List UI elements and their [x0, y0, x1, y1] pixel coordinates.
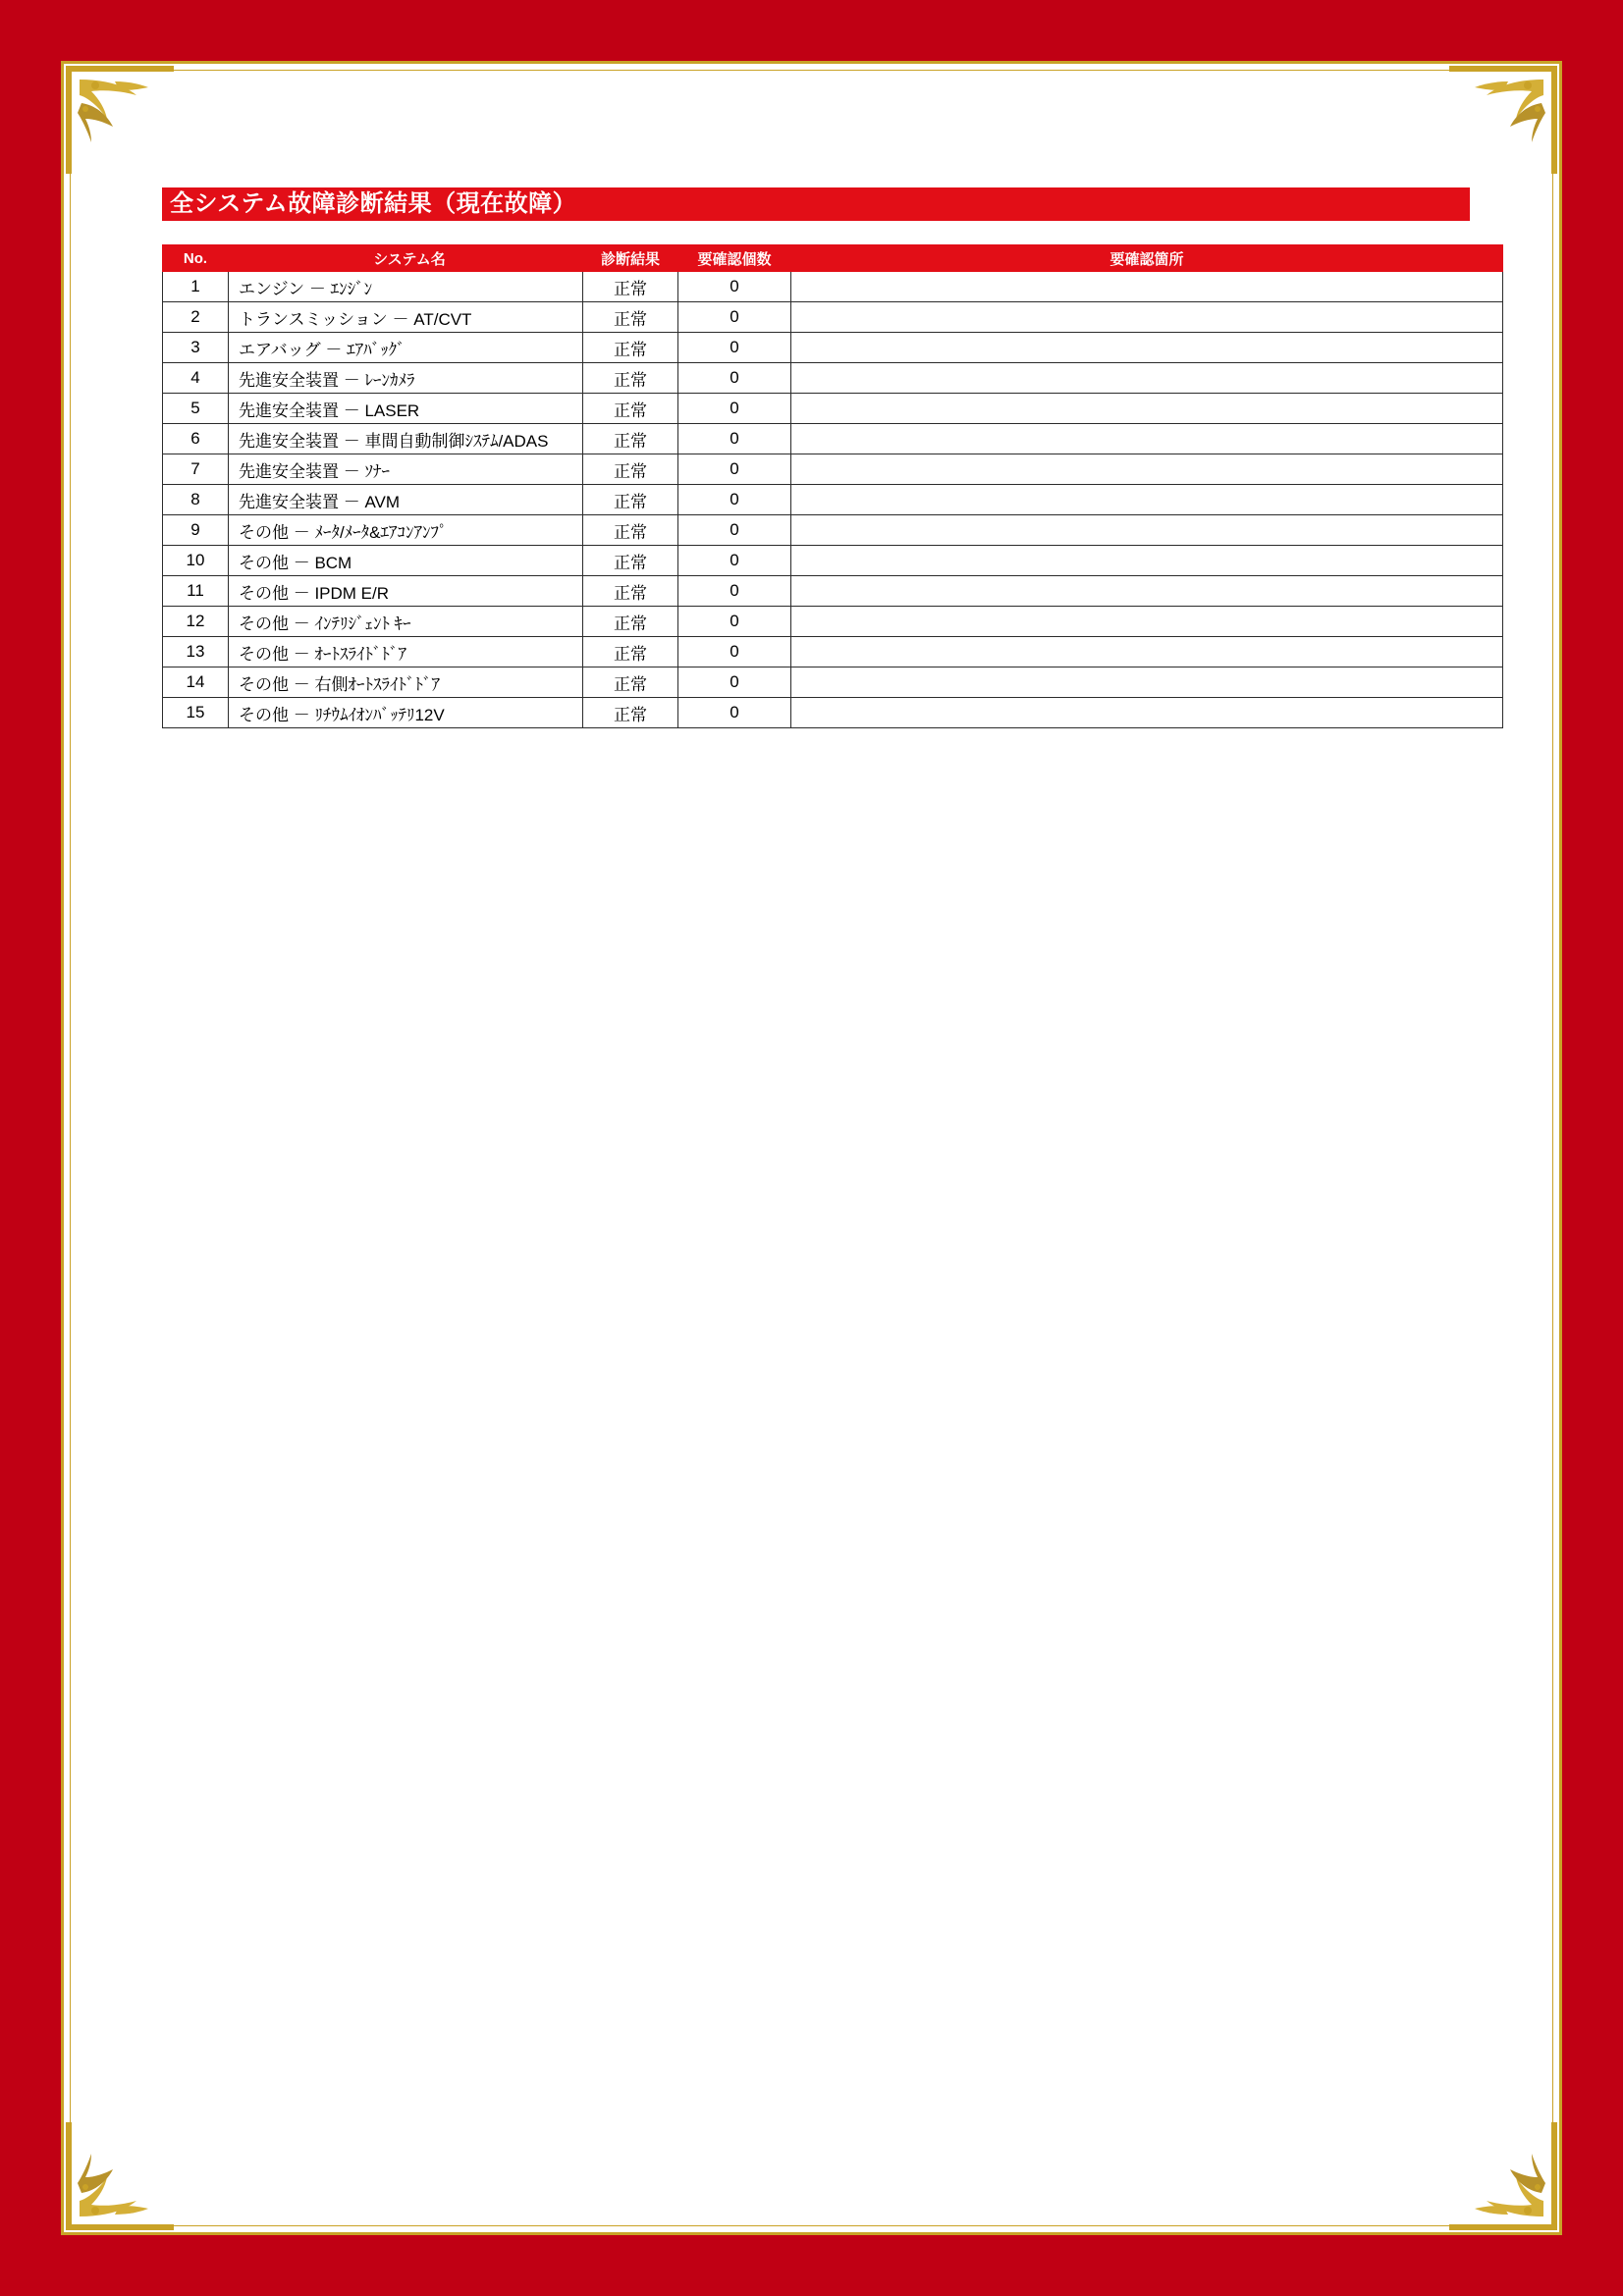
- header-count: 要確認個数: [678, 245, 791, 272]
- cell-count: 0: [678, 485, 791, 515]
- cell-result: 正常: [583, 272, 678, 302]
- cell-result: 正常: [583, 515, 678, 546]
- cell-location: [791, 485, 1503, 515]
- cell-no: 1: [163, 272, 229, 302]
- cell-result: 正常: [583, 333, 678, 363]
- table-row: [163, 607, 1503, 637]
- cell-count: 0: [678, 424, 791, 454]
- table-row: [163, 272, 1503, 302]
- section-title: 全システム故障診断結果（現在故障）: [162, 187, 1470, 221]
- cell-location: [791, 546, 1503, 576]
- cell-count: 0: [678, 667, 791, 698]
- cell-location: [791, 698, 1503, 728]
- header-result: 診断結果: [583, 245, 678, 272]
- cell-system: トランスミッション － AT/CVT: [229, 302, 583, 333]
- header-location: 要確認箇所: [791, 245, 1503, 272]
- cell-result: 正常: [583, 394, 678, 424]
- cell-system: 先進安全装置 － AVM: [229, 485, 583, 515]
- cell-no: 4: [163, 363, 229, 394]
- cell-count: 0: [678, 515, 791, 546]
- cell-location: [791, 576, 1503, 607]
- cell-no: 5: [163, 394, 229, 424]
- cell-count: 0: [678, 546, 791, 576]
- cell-no: 8: [163, 485, 229, 515]
- cell-count: 0: [678, 607, 791, 637]
- cell-result: 正常: [583, 454, 678, 485]
- cell-system: その他 － 右側ｵｰﾄｽﾗｲﾄﾞﾄﾞｱ: [229, 667, 583, 698]
- cell-count: 0: [678, 272, 791, 302]
- cell-result: 正常: [583, 667, 678, 698]
- table-row: [163, 302, 1503, 333]
- corner-ornament-bottom-left: [66, 2122, 174, 2230]
- corner-ornament-bottom-right: [1449, 2122, 1557, 2230]
- cell-count: 0: [678, 698, 791, 728]
- cell-system: その他 － BCM: [229, 546, 583, 576]
- cell-count: 0: [678, 302, 791, 333]
- cell-result: 正常: [583, 546, 678, 576]
- cell-count: 0: [678, 454, 791, 485]
- cell-location: [791, 607, 1503, 637]
- cell-result: 正常: [583, 485, 678, 515]
- cell-result: 正常: [583, 698, 678, 728]
- table-row: [163, 546, 1503, 576]
- cell-no: 12: [163, 607, 229, 637]
- table-row: [163, 454, 1503, 485]
- table-row: [163, 394, 1503, 424]
- cell-system: その他 － IPDM E/R: [229, 576, 583, 607]
- document-page: [61, 61, 1562, 2235]
- cell-location: [791, 454, 1503, 485]
- cell-count: 0: [678, 363, 791, 394]
- cell-no: 15: [163, 698, 229, 728]
- table-row: [163, 698, 1503, 728]
- table-header-row: [163, 245, 1503, 272]
- cell-system: 先進安全装置 － ｿﾅｰ: [229, 454, 583, 485]
- corner-ornament-top-right: [1449, 66, 1557, 174]
- cell-system: 先進安全装置 － LASER: [229, 394, 583, 424]
- cell-location: [791, 394, 1503, 424]
- cell-result: 正常: [583, 363, 678, 394]
- cell-count: 0: [678, 637, 791, 667]
- cell-no: 14: [163, 667, 229, 698]
- cell-no: 9: [163, 515, 229, 546]
- cell-system: その他 － ﾘﾁｳﾑｲｵﾝﾊﾞｯﾃﾘ12V: [229, 698, 583, 728]
- cell-system: その他 － ﾒｰﾀ/ﾒｰﾀ&ｴｱｺﾝｱﾝﾌﾟ: [229, 515, 583, 546]
- cell-system: 先進安全装置 － ﾚｰﾝｶﾒﾗ: [229, 363, 583, 394]
- table-body: [163, 272, 1503, 728]
- table-row: [163, 485, 1503, 515]
- cell-system: 先進安全装置 － 車間自動制御ｼｽﾃﾑ/ADAS: [229, 424, 583, 454]
- cell-no: 6: [163, 424, 229, 454]
- cell-no: 10: [163, 546, 229, 576]
- corner-ornament-top-left: [66, 66, 174, 174]
- cell-location: [791, 302, 1503, 333]
- cell-result: 正常: [583, 607, 678, 637]
- cell-no: 7: [163, 454, 229, 485]
- cell-system: その他 － ｲﾝﾃﾘｼﾞｪﾝﾄ ｷｰ: [229, 607, 583, 637]
- table-row: [163, 363, 1503, 394]
- table-row: [163, 667, 1503, 698]
- cell-system: エンジン － ｴﾝｼﾞﾝ: [229, 272, 583, 302]
- cell-location: [791, 637, 1503, 667]
- cell-location: [791, 667, 1503, 698]
- cell-location: [791, 272, 1503, 302]
- cell-location: [791, 424, 1503, 454]
- cell-no: 3: [163, 333, 229, 363]
- cell-location: [791, 333, 1503, 363]
- cell-result: 正常: [583, 576, 678, 607]
- report-content: [162, 187, 1470, 728]
- cell-result: 正常: [583, 637, 678, 667]
- cell-count: 0: [678, 576, 791, 607]
- cell-result: 正常: [583, 424, 678, 454]
- table-row: [163, 637, 1503, 667]
- cell-no: 2: [163, 302, 229, 333]
- table-row: [163, 424, 1503, 454]
- cell-system: エアバッグ － ｴｱﾊﾞｯｸﾞ: [229, 333, 583, 363]
- cell-location: [791, 363, 1503, 394]
- header-no: No.: [163, 245, 229, 272]
- diagnostic-result-table: [162, 244, 1503, 728]
- cell-no: 13: [163, 637, 229, 667]
- cell-no: 11: [163, 576, 229, 607]
- table-row: [163, 333, 1503, 363]
- header-system: システム名: [229, 245, 583, 272]
- table-row: [163, 515, 1503, 546]
- cell-result: 正常: [583, 302, 678, 333]
- cell-location: [791, 515, 1503, 546]
- cell-count: 0: [678, 394, 791, 424]
- cell-system: その他 － ｵｰﾄｽﾗｲﾄﾞﾄﾞｱ: [229, 637, 583, 667]
- table-row: [163, 576, 1503, 607]
- cell-count: 0: [678, 333, 791, 363]
